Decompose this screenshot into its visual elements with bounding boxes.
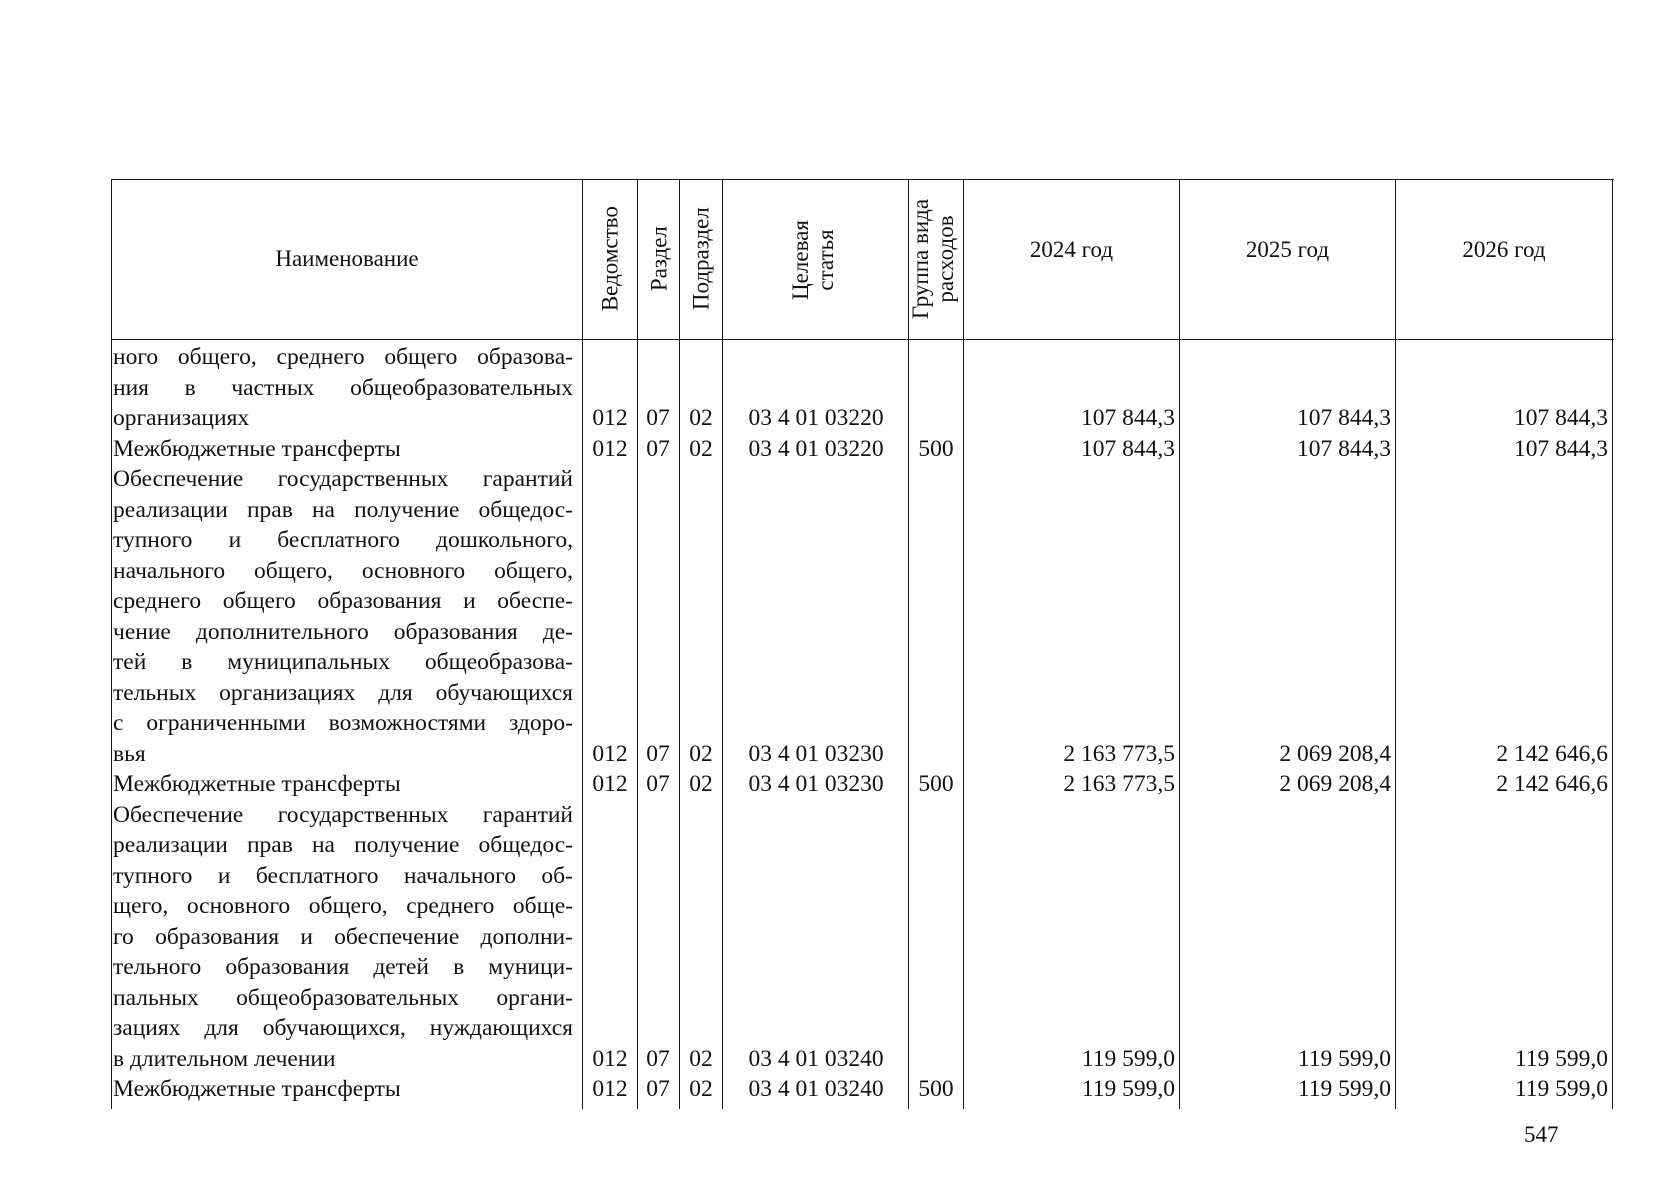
header-celevaya-line1: Целевая bbox=[788, 220, 813, 300]
row-name-line: Межбюджетные трансферты bbox=[113, 1076, 401, 1102]
cell-vr: 500 bbox=[918, 1076, 954, 1102]
cell-razd: 07 bbox=[646, 1076, 670, 1102]
cell-cs: 03 4 01 03230 bbox=[748, 771, 884, 797]
row-name-line: тупного и бесплатного дошкольного, bbox=[113, 527, 573, 553]
cell-podr: 02 bbox=[689, 771, 713, 797]
row-name-line: реализации прав на получение общедос- bbox=[113, 496, 573, 523]
cell-vr: 500 bbox=[918, 771, 954, 797]
cell-podr: 02 bbox=[689, 1045, 713, 1072]
cell-v2025: 119 599,0 bbox=[1297, 1045, 1391, 1072]
col-border-podr bbox=[679, 179, 680, 1109]
row-name-line: тей в муниципальных общеобразова- bbox=[113, 649, 573, 675]
cell-v2026: 107 844,3 bbox=[1514, 435, 1608, 462]
cell-v2024: 107 844,3 bbox=[1081, 405, 1175, 431]
col-border-cs bbox=[722, 179, 723, 1109]
cell-ved: 012 bbox=[592, 740, 628, 767]
page-number: 547 bbox=[1524, 1122, 1559, 1147]
row-name-line: зациях для обучающихся, нуждающихся bbox=[113, 1015, 573, 1041]
header-name: Наименование bbox=[275, 246, 419, 272]
header-gruppa-line1: Группа вида bbox=[908, 198, 933, 320]
cell-podr: 02 bbox=[689, 405, 713, 431]
cell-v2026: 119 599,0 bbox=[1514, 1076, 1608, 1102]
col-border-razd bbox=[637, 179, 638, 1109]
col-border-2026 bbox=[1395, 179, 1396, 1109]
col-border-2025 bbox=[1179, 179, 1180, 1109]
cell-cs: 03 4 01 03230 bbox=[748, 740, 884, 767]
row-name-line: начального общего, основного общего, bbox=[113, 557, 573, 584]
row-name-line: Обеспечение государственных гарантий bbox=[113, 466, 573, 492]
row-name-line: ного общего, среднего общего образова- bbox=[113, 344, 573, 370]
cell-ved: 012 bbox=[592, 1045, 628, 1072]
cell-podr: 02 bbox=[689, 1076, 713, 1102]
cell-v2026: 119 599,0 bbox=[1514, 1045, 1608, 1072]
row-name-line: вья bbox=[113, 740, 146, 767]
cell-ved: 012 bbox=[592, 405, 628, 431]
cell-cs: 03 4 01 03240 bbox=[748, 1076, 884, 1102]
header-2024: 2024 год bbox=[1029, 236, 1114, 262]
header-celevaya-statya bbox=[788, 180, 842, 340]
cell-v2026: 2 142 646,6 bbox=[1496, 740, 1608, 767]
col-border-right bbox=[1612, 179, 1613, 1109]
row-name-line: тупного и бесплатного начального об- bbox=[113, 862, 573, 889]
cell-podr: 02 bbox=[689, 435, 713, 462]
header-gruppa-line2: расходов bbox=[933, 215, 959, 303]
cell-ved: 012 bbox=[592, 1076, 628, 1102]
cell-v2024: 119 599,0 bbox=[1081, 1076, 1175, 1102]
row-name-line: щего, основного общего, среднего обще- bbox=[113, 893, 573, 919]
cell-razd: 07 bbox=[646, 771, 670, 797]
cell-v2025: 107 844,3 bbox=[1297, 435, 1391, 462]
row-name-line: го образования и обеспечение дополни- bbox=[113, 923, 573, 950]
row-name-line: Межбюджетные трансферты bbox=[113, 435, 401, 462]
cell-v2025: 119 599,0 bbox=[1297, 1076, 1391, 1102]
header-2026: 2026 год bbox=[1462, 236, 1546, 262]
col-border-2024 bbox=[963, 179, 964, 1109]
row-name-line: тельных организациях для обучающихся bbox=[113, 679, 573, 706]
row-name-line: в длительном лечении bbox=[113, 1045, 336, 1072]
cell-razd: 07 bbox=[646, 1045, 670, 1072]
cell-v2024: 119 599,0 bbox=[1081, 1045, 1175, 1072]
col-border-ved bbox=[582, 179, 583, 1109]
row-name-line: Межбюджетные трансферты bbox=[113, 771, 401, 797]
row-name-line: среднего общего образования и обеспе- bbox=[113, 588, 573, 614]
header-2025: 2025 год bbox=[1245, 236, 1330, 262]
cell-v2024: 107 844,3 bbox=[1081, 435, 1175, 462]
row-name-line: чение дополнительного образования де- bbox=[113, 618, 573, 645]
cell-cs: 03 4 01 03220 bbox=[748, 405, 884, 431]
header-razdel: Раздел bbox=[646, 226, 672, 292]
row-name-line: организациях bbox=[113, 405, 250, 431]
cell-v2024: 2 163 773,5 bbox=[1063, 740, 1175, 767]
row-name-line: реализации прав на получение общедос- bbox=[113, 832, 573, 858]
cell-v2025: 107 844,3 bbox=[1297, 405, 1391, 431]
header-bottom-border bbox=[112, 339, 1614, 340]
cell-razd: 07 bbox=[646, 405, 670, 431]
cell-v2026: 107 844,3 bbox=[1514, 405, 1608, 431]
row-name-line: Обеспечение государственных гарантий bbox=[113, 801, 573, 828]
row-name-line: ния в частных общеобразовательных bbox=[113, 374, 573, 401]
header-podrazdel: Подраздел bbox=[688, 207, 714, 311]
cell-podr: 02 bbox=[689, 740, 713, 767]
cell-ved: 012 bbox=[592, 435, 628, 462]
cell-v2025: 2 069 208,4 bbox=[1279, 740, 1391, 767]
cell-cs: 03 4 01 03240 bbox=[748, 1045, 884, 1072]
cell-razd: 07 bbox=[646, 435, 670, 462]
header-vedomstvo: Ведомство bbox=[597, 206, 623, 312]
cell-v2024: 2 163 773,5 bbox=[1063, 771, 1175, 797]
cell-v2026: 2 142 646,6 bbox=[1496, 771, 1608, 797]
header-celevaya-line2: статья bbox=[813, 229, 839, 291]
cell-razd: 07 bbox=[646, 740, 670, 767]
cell-cs: 03 4 01 03220 bbox=[748, 435, 884, 462]
row-name-line: тельного образования детей в муници- bbox=[113, 954, 573, 980]
cell-vr: 500 bbox=[918, 435, 954, 462]
row-name-line: с ограниченными возможностями здоро- bbox=[113, 710, 573, 736]
header-gruppa-vida bbox=[908, 179, 962, 339]
cell-ved: 012 bbox=[592, 771, 628, 797]
cell-v2025: 2 069 208,4 bbox=[1279, 771, 1391, 797]
row-name-line: пальных общеобразовательных органи- bbox=[113, 984, 573, 1011]
